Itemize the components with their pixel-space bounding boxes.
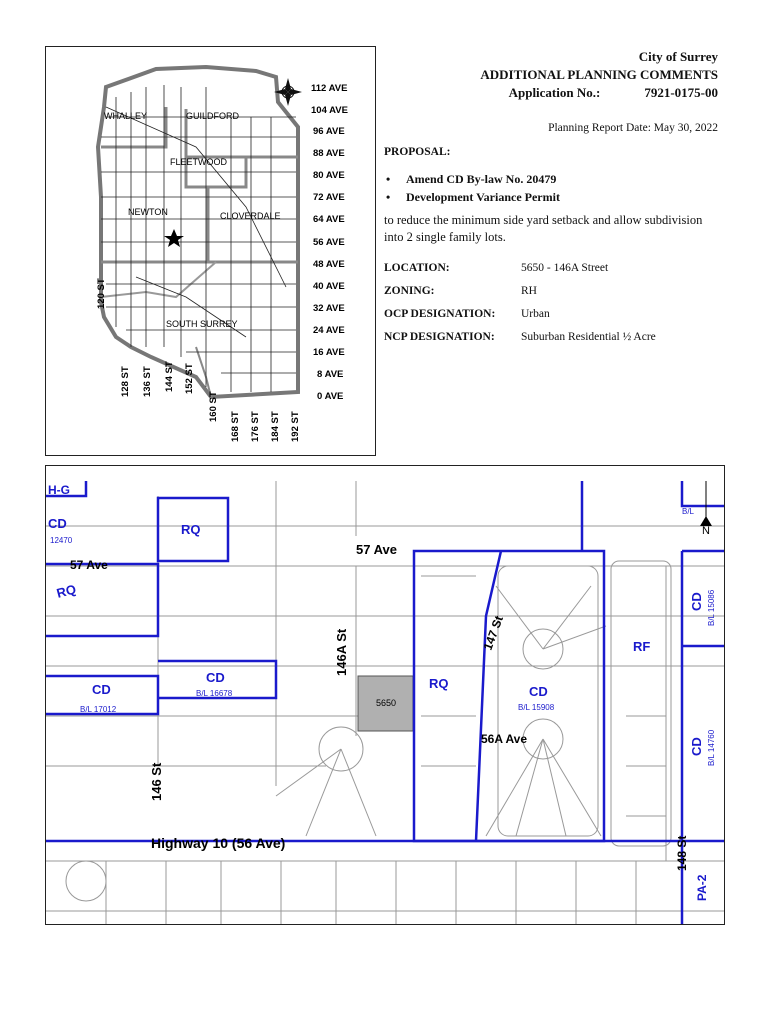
ocp-label: OCP DESIGNATION:: [384, 307, 496, 320]
ncp-value: Suburban Residential ½ Acre: [521, 330, 656, 343]
st-label: 168 ST: [230, 411, 241, 442]
area-label: SOUTH SURREY: [166, 319, 238, 329]
ave-label: 112 AVE: [311, 83, 348, 94]
st-label: 152 ST: [184, 363, 195, 394]
zone-label: H-G: [48, 483, 70, 497]
zone-label: RQ: [429, 676, 449, 691]
north-arrow-icon: [700, 481, 712, 537]
zone-label: PA-2: [695, 874, 709, 901]
zone-label: CD: [206, 670, 225, 685]
street-label: 56A Ave: [481, 732, 528, 746]
bylaw-label: B/L: [682, 507, 695, 516]
proposal-list: [384, 170, 560, 206]
st-label: 144 ST: [164, 361, 175, 392]
street-label: 146 St: [149, 762, 164, 801]
area-label: FLEETWOOD: [170, 157, 228, 167]
area-label: CLOVERDALE: [220, 211, 281, 221]
zone-label: CD: [92, 682, 111, 697]
st-label: 160 ST: [208, 391, 219, 422]
street-label: 147 St: [480, 614, 506, 653]
ave-label: 96 AVE: [313, 126, 345, 137]
application-number-row: [480, 84, 718, 102]
location-label: LOCATION:: [384, 261, 450, 274]
key-map: [45, 46, 376, 456]
st-label: 192 ST: [290, 411, 301, 442]
ave-label: 48 AVE: [313, 259, 345, 270]
zoning-map-svg: [46, 466, 725, 925]
zone-label: CD: [48, 516, 67, 531]
ave-label: 8 AVE: [317, 369, 344, 380]
ave-label: 0 AVE: [317, 391, 344, 402]
city-name: City of Surrey: [638, 49, 718, 64]
bylaw-label: B/L 14760: [707, 729, 716, 766]
zoning-value: RH: [521, 284, 537, 297]
area-label: WHALLEY: [104, 111, 148, 121]
ave-label: 40 AVE: [313, 281, 345, 292]
zoning-label: ZONING:: [384, 284, 435, 297]
proposal-item: • Development Variance Permit: [384, 188, 560, 206]
ave-label: 32 AVE: [313, 303, 345, 314]
street-label: 57 Ave: [70, 558, 108, 572]
ave-label: 64 AVE: [313, 214, 345, 225]
key-map-svg: [46, 47, 376, 456]
zone-label: CD: [689, 592, 704, 611]
bylaw-label: B/L 17012: [80, 705, 117, 714]
street-label: 146A St: [334, 628, 349, 676]
ave-label: 104 AVE: [311, 105, 348, 116]
st-label: 136 ST: [142, 366, 153, 397]
street-label: 57 Ave: [356, 542, 397, 557]
st-label: 120 ST: [96, 278, 107, 309]
ave-label: 88 AVE: [313, 148, 345, 159]
ave-label: 72 AVE: [313, 192, 345, 203]
zone-label: CD: [689, 737, 704, 756]
street-label: 148 St: [675, 835, 689, 871]
bylaw-label: B/L 15908: [518, 703, 555, 712]
application-number: 7921-0175-00: [644, 85, 718, 100]
zoning-map: [45, 465, 725, 925]
svg-text:N: N: [702, 525, 710, 537]
ave-label: 16 AVE: [313, 347, 345, 358]
bylaw-label: B/L 16678: [196, 689, 233, 698]
proposal-item: • Amend CD By-law No. 20479: [384, 170, 560, 188]
st-label: 184 ST: [270, 411, 281, 442]
application-label: Application No.:: [508, 85, 601, 100]
ave-label: 24 AVE: [313, 325, 345, 336]
area-label: GUILDFORD: [186, 111, 240, 121]
zone-label: RQ: [181, 522, 201, 537]
st-label: 128 ST: [120, 366, 131, 397]
document-title: ADDITIONAL PLANNING COMMENTS: [480, 67, 718, 82]
designation-fields: [384, 256, 656, 348]
zone-label: RQ: [54, 581, 78, 601]
proposal-description: to reduce the minimum side yard setback and allow subdivision into 2 single family lots.: [384, 213, 703, 244]
subject-lot-number: 5650: [375, 698, 397, 708]
ocp-value: Urban: [521, 307, 550, 320]
st-label: 176 ST: [250, 411, 261, 442]
area-label: NEWTON: [128, 207, 168, 217]
document-header: [480, 48, 718, 102]
bylaw-label: B/L 15086: [707, 589, 716, 626]
street-label: Highway 10 (56 Ave): [151, 835, 286, 851]
ave-label: 56 AVE: [313, 237, 345, 248]
report-date: Planning Report Date: May 30, 2022: [548, 122, 718, 134]
location-value: 5650 - 146A Street: [521, 261, 609, 274]
proposal-heading: PROPOSAL:: [384, 146, 451, 158]
ncp-label: NCP DESIGNATION:: [384, 330, 495, 343]
bylaw-label: 12470: [50, 536, 73, 545]
zone-label: RF: [633, 639, 651, 654]
ave-label: 80 AVE: [313, 170, 345, 181]
zone-label: CD: [529, 684, 548, 699]
